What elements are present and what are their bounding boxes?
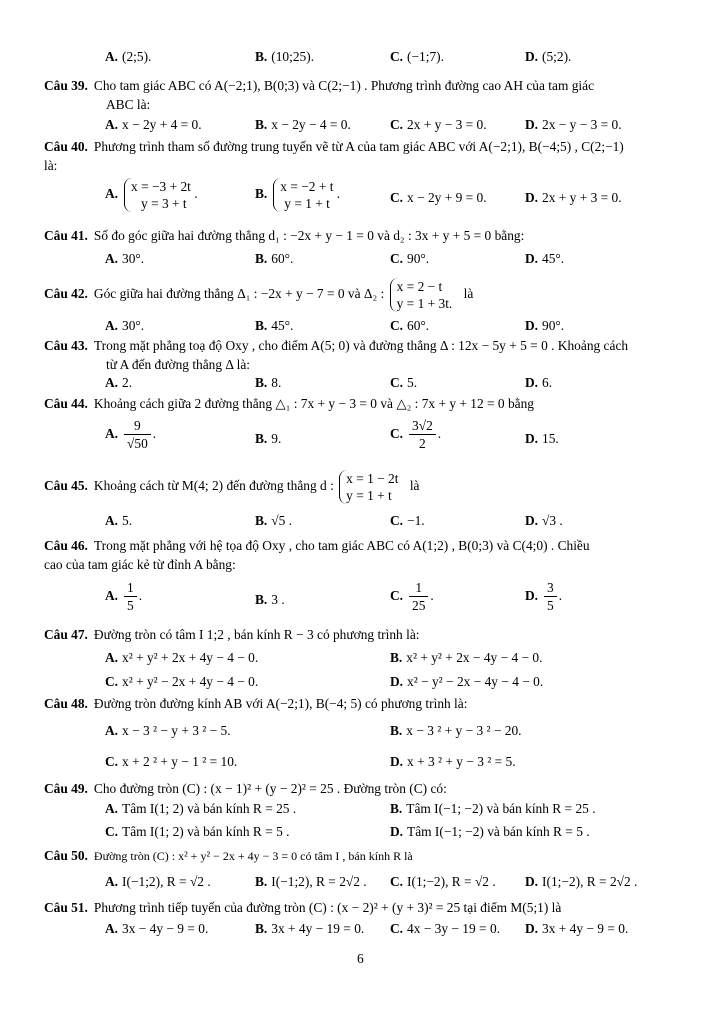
- q47-options-row1: [105, 648, 690, 668]
- q40-options: [105, 178, 690, 220]
- q51-option-b: B. 3x + 4y − 19 = 0.: [255, 921, 365, 936]
- q43-options: [105, 373, 690, 393]
- q41-option-d: D. 45°.: [525, 251, 565, 266]
- q38-option-b: B. (10;25).: [255, 49, 315, 64]
- q39-option-a: A. x − 2y + 4 = 0.: [105, 117, 202, 132]
- q49-option-a: A. Tâm I(1; 2) và bán kính R = 25 .: [105, 801, 297, 816]
- q38-option-c: C. (−1;7).: [390, 49, 444, 64]
- q47-option-d: D. x² − y² − 2x − 4y − 4 − 0.: [390, 674, 544, 689]
- q51-option-d: D. 3x + 4y − 9 = 0.: [525, 921, 629, 936]
- q49-option-c: C. Tâm I(1; 2) và bán kính R = 5 .: [105, 824, 290, 839]
- q47-option-a: A. x² + y² + 2x + 4y − 4 − 0.: [105, 650, 259, 665]
- q48-option-a: A. x − 3 ² − y + 3 ² − 5.: [105, 723, 231, 738]
- q51-options: [105, 919, 690, 939]
- q50-option-b: B. I(−1;2), R = 2√2 .: [255, 874, 367, 889]
- q43-option-c: C. 5.: [390, 375, 418, 390]
- q40-option-b: B. x = −2 + t y = 1 + t .: [255, 179, 341, 211]
- q42-option-a: A. 30°.: [105, 318, 145, 333]
- q39-options: [105, 115, 690, 135]
- q40-option-d: D. 2x + y + 3 = 0.: [525, 190, 622, 205]
- q46-option-a: A. $\frac{1}{5}$ .: [105, 580, 143, 613]
- q45-option-a: A. 5.: [105, 513, 133, 528]
- q39-option-d: D. 2x − y − 3 = 0.: [525, 117, 622, 132]
- q44-option-a: A. $\frac{9}{√50}$ .: [105, 418, 157, 451]
- q40-option-c: C. x − 2y + 9 = 0.: [390, 190, 487, 205]
- q48-options-row1: [105, 721, 690, 741]
- q50-option-c: C. I(1;−2), R = √2 .: [390, 874, 496, 889]
- q47-option-b: B. x² + y² + 2x − 4y − 4 − 0.: [390, 650, 543, 665]
- q42-options: [105, 316, 690, 336]
- q47-options-row2: [105, 672, 690, 692]
- q48-stem: Câu 48. Đường tròn đường kính AB với A(−2;1), B(−4; 5) có phương trình là:: [44, 696, 468, 711]
- q43-stem: Câu 43. Trong mặt phẳng toạ độ Oxy , cho điểm A(5; 0) và đường thẳng Δ : 12x − 5y + 5 = 0 . Khoảng cách từ A đến đường thẳng Δ là:: [44, 338, 629, 372]
- q41-option-c: C. 90°.: [390, 251, 430, 266]
- q48-options-row2: [105, 752, 690, 772]
- q44-options: [105, 418, 690, 462]
- q50-option-d: D. I(1;−2), R = 2√2 .: [525, 874, 638, 889]
- q45-stem: Câu 45. Khoảng cách từ M(4; 2) đến đường thẳng d : x = 1 − 2t y = 1 + t là: [44, 470, 420, 503]
- q46-option-b: B. 3 .: [255, 592, 285, 607]
- q42-option-b: B. 45°.: [255, 318, 294, 333]
- q51-option-c: C. 4x − 3y − 19 = 0.: [390, 921, 500, 936]
- q49-options-row1: [105, 799, 690, 819]
- q49-option-d: D. Tâm I(−1; −2) và bán kính R = 5 .: [390, 824, 590, 839]
- q38-option-a: A. (2;5).: [105, 49, 152, 64]
- q51-option-a: A. 3x − 4y − 9 = 0.: [105, 921, 209, 936]
- q48-option-b: B. x − 3 ² + y − 3 ² − 20.: [390, 723, 522, 738]
- q46-option-d: D. $\frac{3}{5}$ .: [525, 580, 563, 613]
- q42-option-c: C. 60°.: [390, 318, 430, 333]
- q39-option-b: B. x − 2y − 4 = 0.: [255, 117, 351, 132]
- q41-stem: Câu 41. Số đo góc giữa hai đường thẳng d₁ : −2x + y − 1 = 0 và d₂ : 3x + y + 5 = 0 bằng:: [44, 228, 525, 243]
- q48-option-d: D. x + 3 ² + y − 3 ² = 5.: [390, 754, 516, 769]
- q40-stem: Câu 40. Phương trình tham số đường trung tuyến vẽ từ A của tam giác ABC với A(−2;1), B(−4;5) , C(2;−1) là:: [44, 139, 624, 173]
- q50-option-a: A. I(−1;2), R = √2 .: [105, 874, 211, 889]
- q46-stem: Câu 46. Trong mặt phẳng với hệ tọa độ Oxy , cho tam giác ABC có A(1;2) , B(0;3) và C(4;0) . Chiều cao của tam giác kẻ từ đỉnh A bằng:: [44, 538, 590, 572]
- q43-option-d: D. 6.: [525, 375, 553, 390]
- q49-option-b: B. Tâm I(−1; −2) và bán kính R = 25 .: [390, 801, 596, 816]
- q46-option-c: C. $\frac{1}{25}$ .: [390, 580, 434, 613]
- q42-option-d: D. 90°.: [525, 318, 565, 333]
- q44-option-b: B. 9.: [255, 431, 282, 446]
- q44-stem: Câu 44. Khoảng cách giữa 2 đường thẳng △₁ : 7x + y − 3 = 0 và △₂ : 7x + y + 12 = 0 bằng: [44, 396, 535, 411]
- q49-options-row2: [105, 822, 690, 842]
- q49-stem: Câu 49. Cho đường tròn (C) : (x − 1)² + (y − 2)² = 25 . Đường tròn (C) có:: [44, 781, 447, 796]
- q45-option-c: C. −1.: [390, 513, 425, 528]
- q45-options: [105, 511, 690, 531]
- q42-stem: Câu 42. Góc giữa hai đường thẳng Δ₁ : −2x + y − 7 = 0 và Δ₂ : x = 2 − t y = 1 + 3t. là: [44, 278, 474, 311]
- q39-stem: Câu 39. Cho tam giác ABC có A(−2;1), B(0;3) và C(2;−1) . Phương trình đường cao AH của tam giác ABC là:: [44, 78, 595, 112]
- q45-option-b: B. √5 .: [255, 513, 293, 528]
- q41-option-a: A. 30°.: [105, 251, 145, 266]
- q46-options: [105, 580, 690, 620]
- q39-option-c: C. 2x + y − 3 = 0.: [390, 117, 487, 132]
- q44-option-d: D. 15.: [525, 431, 559, 446]
- q47-option-c: C. x² + y² − 2x + 4y − 4 − 0.: [105, 674, 259, 689]
- q44-option-c: C. $\frac{3√2}{2}$ .: [390, 418, 442, 451]
- q41-option-b: B. 60°.: [255, 251, 294, 266]
- q51-stem: Câu 51. Phương trình tiếp tuyến của đường tròn (C) : (x − 2)² + (y + 3)² = 25 tại điểm M(5;1) là: [44, 900, 562, 915]
- q43-option-b: B. 8.: [255, 375, 282, 390]
- q41-options: [105, 249, 690, 269]
- q47-stem: Câu 47. Đường tròn có tâm I 1;2 , bán kính R − 3 có phương trình là:: [44, 627, 420, 642]
- q50-stem: Câu 50. Đường tròn (C) : x² + y² − 2x + 4y − 3 = 0 có tâm I , bán kính R là: [44, 848, 413, 863]
- q40-option-a: A. x = −3 + 2t y = 3 + t .: [105, 179, 198, 211]
- q38-option-d: D. (5;2).: [525, 49, 572, 64]
- q38-options: [105, 47, 690, 67]
- q43-option-a: A. 2.: [105, 375, 133, 390]
- q45-option-d: D. √3 .: [525, 513, 563, 528]
- q48-option-c: C. x + 2 ² + y − 1 ² = 10.: [105, 754, 238, 769]
- q50-options: [105, 872, 690, 892]
- page-number: 6: [357, 951, 364, 966]
